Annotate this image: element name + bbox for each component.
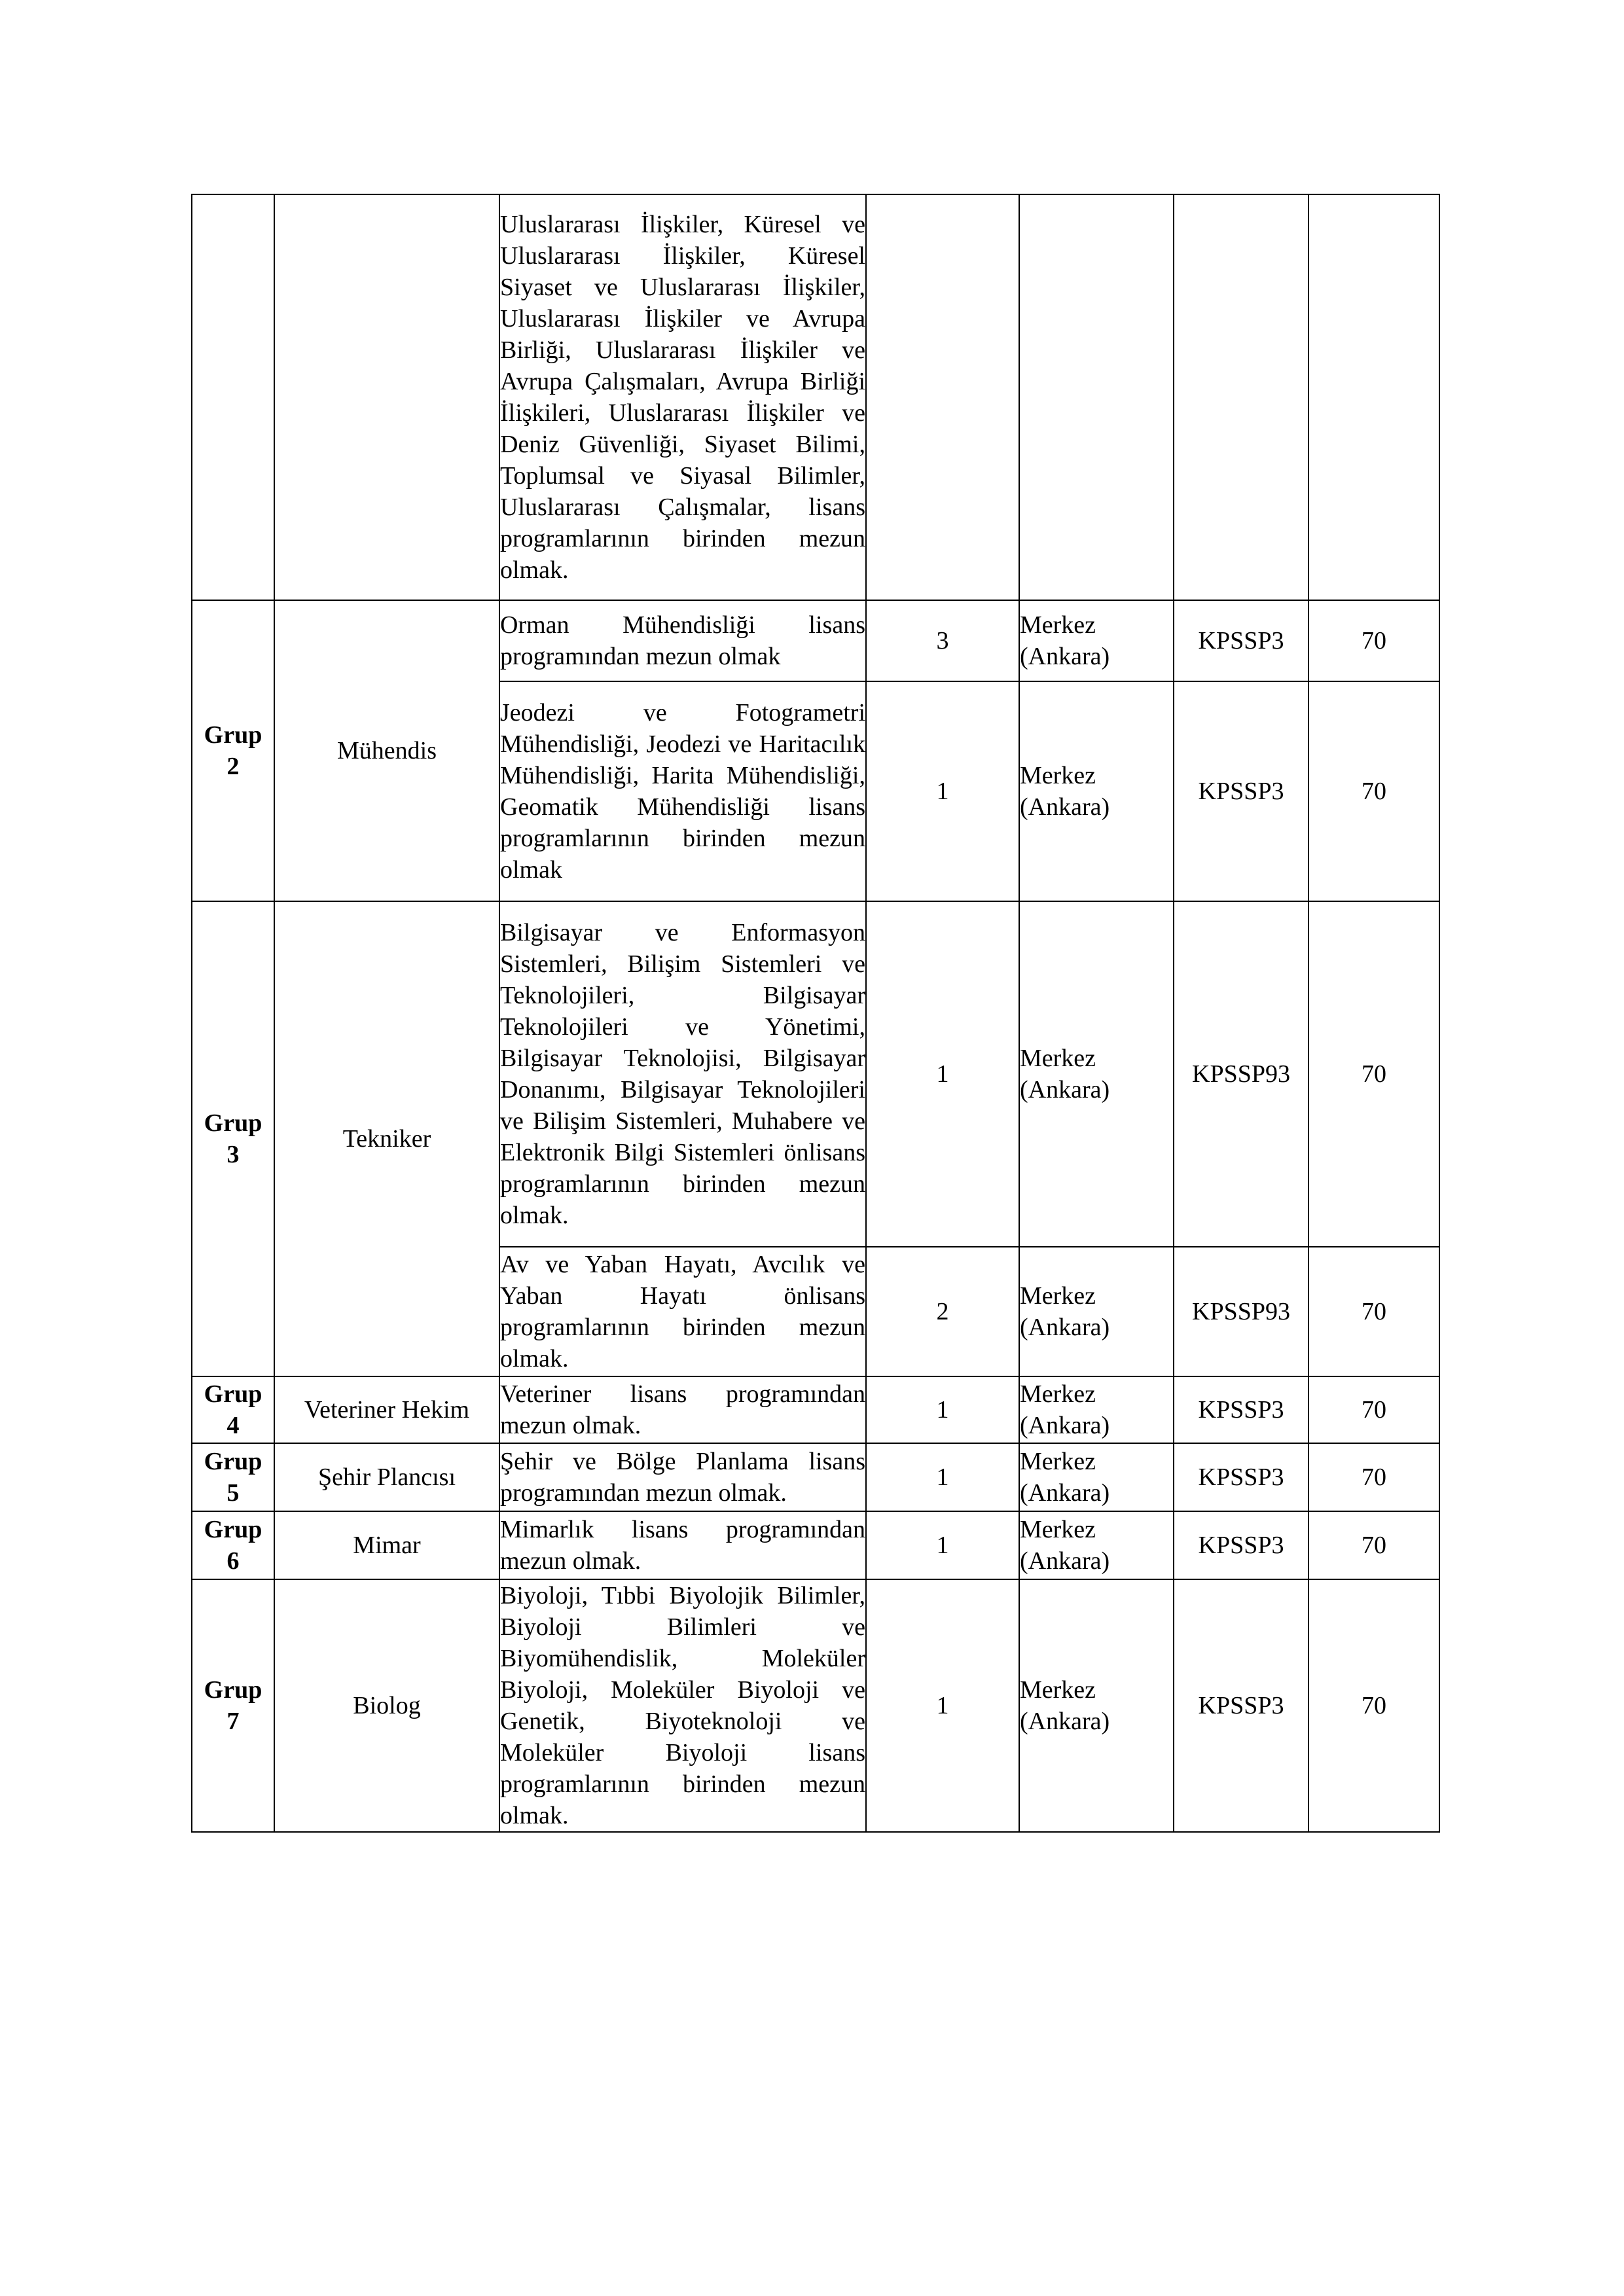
requirement-text: Uluslararası İlişkiler, Küresel ve Uluslararası İlişkiler, Küresel Siyaset ve Uluslararası İlişkiler, Uluslararası İlişkiler ve Avrupa Birliği, Uluslararası İlişkiler ve Avrupa Çalışmaları, Avrupa Birliği İlişkileri, Uluslararası İlişkiler ve Deniz Güvenliği, Siyaset Bilimi, Toplumsal ve Siyasal Bilimler, Uluslararası Çalışmalar, lisans programlarının birinden mezun olmak.	[500, 211, 865, 584]
exam-code: KPSSP3	[1174, 1376, 1308, 1443]
position-count: 3	[866, 600, 1019, 681]
group-number: 6	[226, 1547, 240, 1575]
table-row	[192, 1376, 1439, 1443]
position-count: 2	[866, 1247, 1019, 1376]
position-title: Tekniker	[274, 901, 499, 1376]
exam-code: KPSSP3	[1174, 1443, 1308, 1511]
requirement-cell	[499, 901, 866, 1247]
location: Merkez (Ankara)	[1019, 1579, 1174, 1832]
position-count: 1	[866, 1376, 1019, 1443]
min-score: 70	[1308, 1579, 1439, 1832]
requirement-cell	[499, 681, 866, 901]
position-title: Biolog	[274, 1579, 499, 1832]
exam-code: KPSSP3	[1174, 1511, 1308, 1579]
group-label: Grup	[204, 1516, 262, 1543]
requirement-text: Bilgisayar ve Enformasyon Sistemleri, Bilişim Sistemleri ve Teknolojileri, Bilgisayar Teknolojileri ve Yönetimi, Bilgisayar Teknolojisi, Bilgisayar Donanımı, Bilgisayar Teknolojileri ve Bilişim Sistemleri, Muhabere ve Elektronik Bilgi Sistemleri önlisans programlarının birinden mezun olmak.	[500, 919, 865, 1229]
position-count: 1	[866, 1511, 1019, 1579]
group-number: 2	[226, 753, 240, 780]
position-count: 1	[866, 681, 1019, 901]
location: Merkez (Ankara)	[1019, 600, 1174, 681]
min-score: 70	[1308, 1511, 1439, 1579]
group-number: 7	[226, 1708, 240, 1735]
position-count: 1	[866, 1443, 1019, 1511]
exam-code: KPSSP3	[1174, 600, 1308, 681]
group-number: 5	[226, 1479, 240, 1507]
location: Merkez (Ankara)	[1019, 1376, 1174, 1443]
position-count: 1	[866, 901, 1019, 1247]
exam-code: KPSSP3	[1174, 1579, 1308, 1832]
count-cell	[866, 194, 1019, 600]
exam-code: KPSSP93	[1174, 901, 1308, 1247]
requirement-text: Orman Mühendisliği lisans programından mezun olmak	[500, 611, 865, 670]
exam-code-cell	[1174, 194, 1308, 600]
requirement-cell	[499, 1247, 866, 1376]
exam-code: KPSSP3	[1174, 681, 1308, 901]
requirement-cell	[499, 1579, 866, 1832]
group-label: Grup	[204, 1380, 262, 1408]
position-title: Şehir Plancısı	[274, 1443, 499, 1511]
group-cell	[192, 1376, 274, 1443]
requirement-cell	[499, 1443, 866, 1511]
location: Merkez (Ankara)	[1019, 1511, 1174, 1579]
requirement-cell	[499, 600, 866, 681]
requirement-text: Av ve Yaban Hayatı, Avcılık ve Yaban Hayatı önlisans programlarının birinden mezun olmak.	[500, 1251, 865, 1372]
group-cell	[192, 901, 274, 1376]
group-label: Grup	[204, 1676, 262, 1704]
group-label: Grup	[204, 721, 262, 749]
table-row	[192, 1511, 1439, 1579]
table-row	[192, 600, 1439, 681]
requirement-cell	[499, 1511, 866, 1579]
requirement-text: Mimarlık lisans programından mezun olmak.	[500, 1516, 865, 1575]
min-score-cell	[1308, 194, 1439, 600]
requirement-text: Şehir ve Bölge Planlama lisans programından mezun olmak.	[500, 1448, 865, 1507]
position-title: Mühendis	[274, 600, 499, 901]
group-cell	[192, 194, 274, 600]
requirement-text: Jeodezi ve Fotogrametri Mühendisliği, Jeodezi ve Haritacılık Mühendisliği, Harita Mühendisliği, Geomatik Mühendisliği lisans programlarının birinden mezun olmak	[500, 699, 865, 884]
group-cell	[192, 1579, 274, 1832]
min-score: 70	[1308, 901, 1439, 1247]
group-number: 4	[226, 1412, 240, 1439]
requirement-cell	[499, 194, 866, 600]
exam-code: KPSSP93	[1174, 1247, 1308, 1376]
group-number: 3	[226, 1141, 240, 1168]
position-title: Veteriner Hekim	[274, 1376, 499, 1443]
group-label: Grup	[204, 1448, 262, 1475]
group-label: Grup	[204, 1109, 262, 1137]
min-score: 70	[1308, 1443, 1439, 1511]
location: Merkez (Ankara)	[1019, 1443, 1174, 1511]
min-score: 70	[1308, 1247, 1439, 1376]
position-title: Mimar	[274, 1511, 499, 1579]
requirement-text: Veteriner lisans programından mezun olmak.	[500, 1380, 865, 1439]
group-cell	[192, 1443, 274, 1511]
location: Merkez (Ankara)	[1019, 681, 1174, 901]
table-row	[192, 1443, 1439, 1511]
requirement-text: Biyoloji, Tıbbi Biyolojik Bilimler, Biyoloji Bilimleri ve Biyomühendislik, Moleküler Biyoloji, Moleküler Biyoloji ve Genetik, Biyoteknoloji ve Moleküler Biyoloji lisans programlarının birinden mezun olmak.	[500, 1582, 865, 1829]
table-row	[192, 901, 1439, 1247]
min-score: 70	[1308, 681, 1439, 901]
position-count: 1	[866, 1579, 1019, 1832]
location: Merkez (Ankara)	[1019, 901, 1174, 1247]
table-row	[192, 1579, 1439, 1832]
min-score: 70	[1308, 600, 1439, 681]
group-cell	[192, 600, 274, 901]
position-title-cell	[274, 194, 499, 600]
positions-table	[191, 194, 1440, 1833]
table-row	[192, 194, 1439, 600]
location-cell	[1019, 194, 1174, 600]
location: Merkez (Ankara)	[1019, 1247, 1174, 1376]
requirement-cell	[499, 1376, 866, 1443]
min-score: 70	[1308, 1376, 1439, 1443]
group-cell	[192, 1511, 274, 1579]
